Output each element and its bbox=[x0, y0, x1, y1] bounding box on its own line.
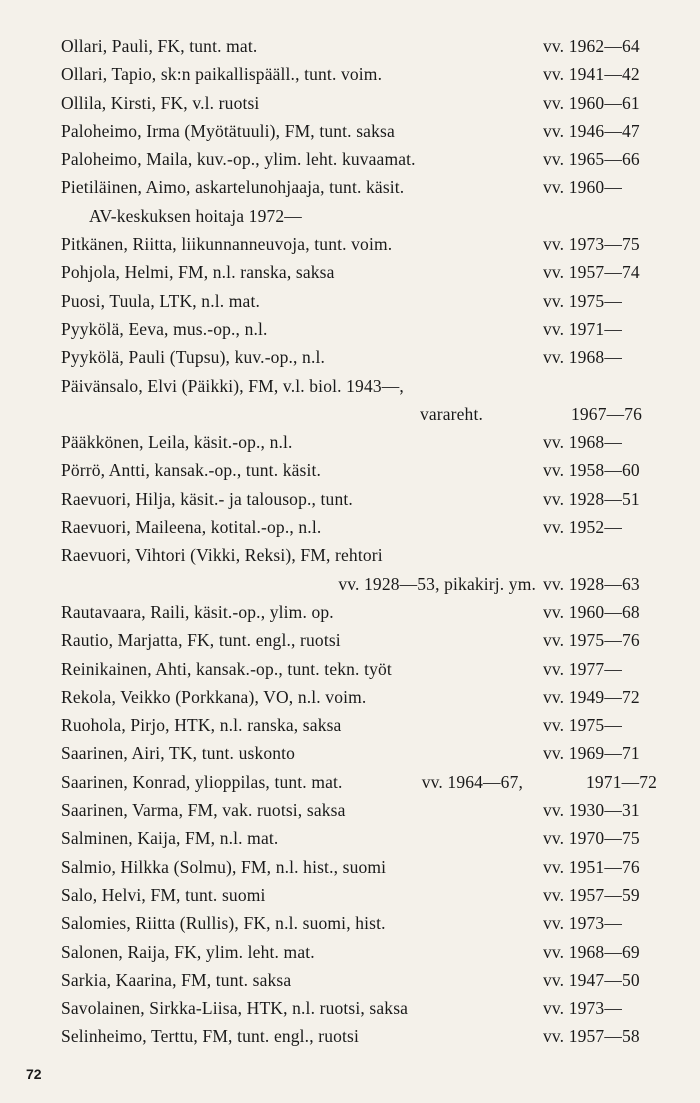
entry-continuation: AV-keskuksen hoitaja 1972— bbox=[89, 205, 302, 226]
entry-years: vv. 1960—68 bbox=[543, 601, 640, 622]
entry-years: vv. 1930—31 bbox=[543, 800, 640, 821]
entry-years: vv. 1971— bbox=[543, 318, 622, 339]
entry-years: vv. 1928—63 bbox=[543, 573, 640, 594]
entry-text: Rautio, Marjatta, FK, tunt. engl., ruotsi bbox=[61, 630, 341, 651]
entry-years: 1971—72 bbox=[586, 771, 658, 792]
list-item bbox=[61, 768, 671, 796]
list-item bbox=[61, 258, 671, 286]
list-item bbox=[61, 117, 671, 145]
page-number: 72 bbox=[26, 1066, 42, 1082]
list-item bbox=[61, 32, 671, 60]
list-item bbox=[61, 683, 671, 711]
entry-text: Raevuori, Vihtori (Vikki, Reksi), FM, rehtori bbox=[61, 545, 383, 566]
entry-text: Sarkia, Kaarina, FM, tunt. saksa bbox=[61, 969, 292, 990]
entry-text: Ollila, Kirsti, FK, v.l. ruotsi bbox=[61, 92, 260, 113]
entry-years: vv. 1965—66 bbox=[543, 149, 640, 170]
entry-years: vv. 1947—50 bbox=[543, 969, 640, 990]
entry-years: vv. 1941—42 bbox=[543, 64, 640, 85]
list-item-continuation bbox=[61, 202, 671, 230]
entry-years: vv. 1928—51 bbox=[543, 488, 640, 509]
entry-years: vv. 1975— bbox=[543, 290, 622, 311]
entry-years: vv. 1957—58 bbox=[543, 1026, 640, 1047]
entry-text: Rekola, Veikko (Porkkana), VO, n.l. voim. bbox=[61, 686, 367, 707]
list-item bbox=[61, 230, 671, 258]
entry-years: vv. 1977— bbox=[543, 658, 622, 679]
entry-years: vv. 1951—76 bbox=[543, 856, 640, 877]
list-item bbox=[61, 287, 671, 315]
entry-years: vv. 1973— bbox=[543, 913, 622, 934]
entry-years: vv. 1973— bbox=[543, 998, 622, 1019]
entry-years-extra: vv. 1964—67, bbox=[421, 771, 523, 792]
entry-text: Salmio, Hilkka (Solmu), FM, n.l. hist., suomi bbox=[61, 856, 387, 877]
staff-list bbox=[61, 32, 671, 1051]
entry-text: Salonen, Raija, FK, ylim. leht. mat. bbox=[61, 941, 315, 962]
entry-text: Salomies, Riitta (Rullis), FK, n.l. suomi, hist. bbox=[61, 913, 386, 934]
list-item bbox=[61, 881, 671, 909]
list-item bbox=[61, 60, 671, 88]
list-item bbox=[61, 966, 671, 994]
entry-years: vv. 1958—60 bbox=[543, 460, 640, 481]
list-item bbox=[61, 598, 671, 626]
entry-text: Ruohola, Pirjo, HTK, n.l. ranska, saksa bbox=[61, 715, 342, 736]
entry-text: Ollari, Pauli, FK, tunt. mat. bbox=[61, 36, 258, 56]
list-item bbox=[61, 626, 671, 654]
entry-text: Selinheimo, Terttu, FM, tunt. engl., ruotsi bbox=[61, 1026, 360, 1047]
entry-text: Pääkkönen, Leila, käsit.-op., n.l. bbox=[61, 432, 293, 453]
entry-years: vv. 1968—69 bbox=[543, 941, 640, 962]
entry-text: Saarinen, Konrad, ylioppilas, tunt. mat. bbox=[61, 771, 343, 792]
list-item bbox=[61, 541, 671, 569]
list-item bbox=[61, 824, 671, 852]
entry-text: Saarinen, Varma, FM, vak. ruotsi, saksa bbox=[61, 800, 346, 821]
entry-text: Ollari, Tapio, sk:n paikallispääll., tunt. voim. bbox=[61, 64, 383, 85]
list-item bbox=[61, 938, 671, 966]
entry-text: Pohjola, Helmi, FM, n.l. ranska, saksa bbox=[61, 262, 335, 283]
entry-text: Paloheimo, Irma (Myötätuuli), FM, tunt. saksa bbox=[61, 120, 395, 141]
list-item-continuation bbox=[61, 570, 671, 598]
list-item bbox=[61, 343, 671, 371]
entry-years: vv. 1975— bbox=[543, 715, 622, 736]
list-item bbox=[61, 145, 671, 173]
entry-years: vv. 1946—47 bbox=[543, 120, 640, 141]
entry-years: vv. 1957—74 bbox=[543, 262, 640, 283]
entry-years: vv. 1973—75 bbox=[543, 234, 640, 255]
entry-text: Pörrö, Antti, kansak.-op., tunt. käsit. bbox=[61, 460, 322, 481]
entry-text: Raevuori, Maileena, kotital.-op., n.l. bbox=[61, 517, 322, 538]
entry-text: Pyykölä, Pauli (Tupsu), kuv.-op., n.l. bbox=[61, 347, 326, 368]
list-item bbox=[61, 853, 671, 881]
entry-text: Reinikainen, Ahti, kansak.-op., tunt. tekn. työt bbox=[61, 658, 392, 679]
entry-text: Salo, Helvi, FM, tunt. suomi bbox=[61, 884, 266, 905]
entry-text: Paloheimo, Maila, kuv.-op., ylim. leht. kuvaamat. bbox=[61, 149, 416, 170]
list-item bbox=[61, 428, 671, 456]
list-item bbox=[61, 655, 671, 683]
entry-text: Savolainen, Sirkka-Liisa, HTK, n.l. ruotsi, saksa bbox=[61, 998, 409, 1019]
entry-continuation: varareht. bbox=[419, 403, 483, 424]
entry-years: vv. 1968— bbox=[543, 432, 622, 453]
list-item bbox=[61, 173, 671, 201]
entry-years: vv. 1975—76 bbox=[543, 630, 640, 651]
entry-years: vv. 1960— bbox=[543, 177, 622, 198]
entry-years: vv. 1949—72 bbox=[543, 686, 640, 707]
list-item bbox=[61, 711, 671, 739]
entry-text: Pitkänen, Riitta, liikunnanneuvoja, tunt. voim. bbox=[61, 234, 393, 255]
list-item bbox=[61, 1022, 671, 1050]
entry-text: Pietiläinen, Aimo, askartelunohjaaja, tunt. käsit. bbox=[61, 177, 405, 198]
list-item bbox=[61, 994, 671, 1022]
entry-text: Saarinen, Airi, TK, tunt. uskonto bbox=[61, 743, 296, 764]
entry-years: 1967—76 bbox=[571, 403, 643, 424]
entry-text: Pyykölä, Eeva, mus.-op., n.l. bbox=[61, 318, 268, 339]
list-item bbox=[61, 89, 671, 117]
list-item bbox=[61, 909, 671, 937]
entry-years: vv. 1962—64 bbox=[543, 36, 640, 56]
entry-text: Päivänsalo, Elvi (Päikki), FM, v.l. biol. 1943—, bbox=[61, 375, 404, 396]
entry-years: vv. 1970—75 bbox=[543, 828, 640, 849]
list-item bbox=[61, 739, 671, 767]
entry-text: Puosi, Tuula, LTK, n.l. mat. bbox=[61, 290, 261, 311]
entry-text: Raevuori, Hilja, käsit.- ja talousop., tunt. bbox=[61, 488, 353, 509]
list-item bbox=[61, 796, 671, 824]
list-item bbox=[61, 456, 671, 484]
list-item bbox=[61, 485, 671, 513]
list-item-continuation bbox=[61, 400, 671, 428]
entry-text: Rautavaara, Raili, käsit.-op., ylim. op. bbox=[61, 601, 334, 622]
entry-text: Salminen, Kaija, FM, n.l. mat. bbox=[61, 828, 279, 849]
list-item bbox=[61, 315, 671, 343]
entry-years: vv. 1968— bbox=[543, 347, 622, 368]
entry-years: vv. 1960—61 bbox=[543, 92, 640, 113]
entry-years: vv. 1969—71 bbox=[543, 743, 640, 764]
entry-years: vv. 1957—59 bbox=[543, 884, 640, 905]
list-item bbox=[61, 372, 671, 400]
entry-years: vv. 1952— bbox=[543, 517, 622, 538]
list-item bbox=[61, 513, 671, 541]
entry-continuation: vv. 1928—53, pikakirj. ym. bbox=[338, 573, 536, 594]
